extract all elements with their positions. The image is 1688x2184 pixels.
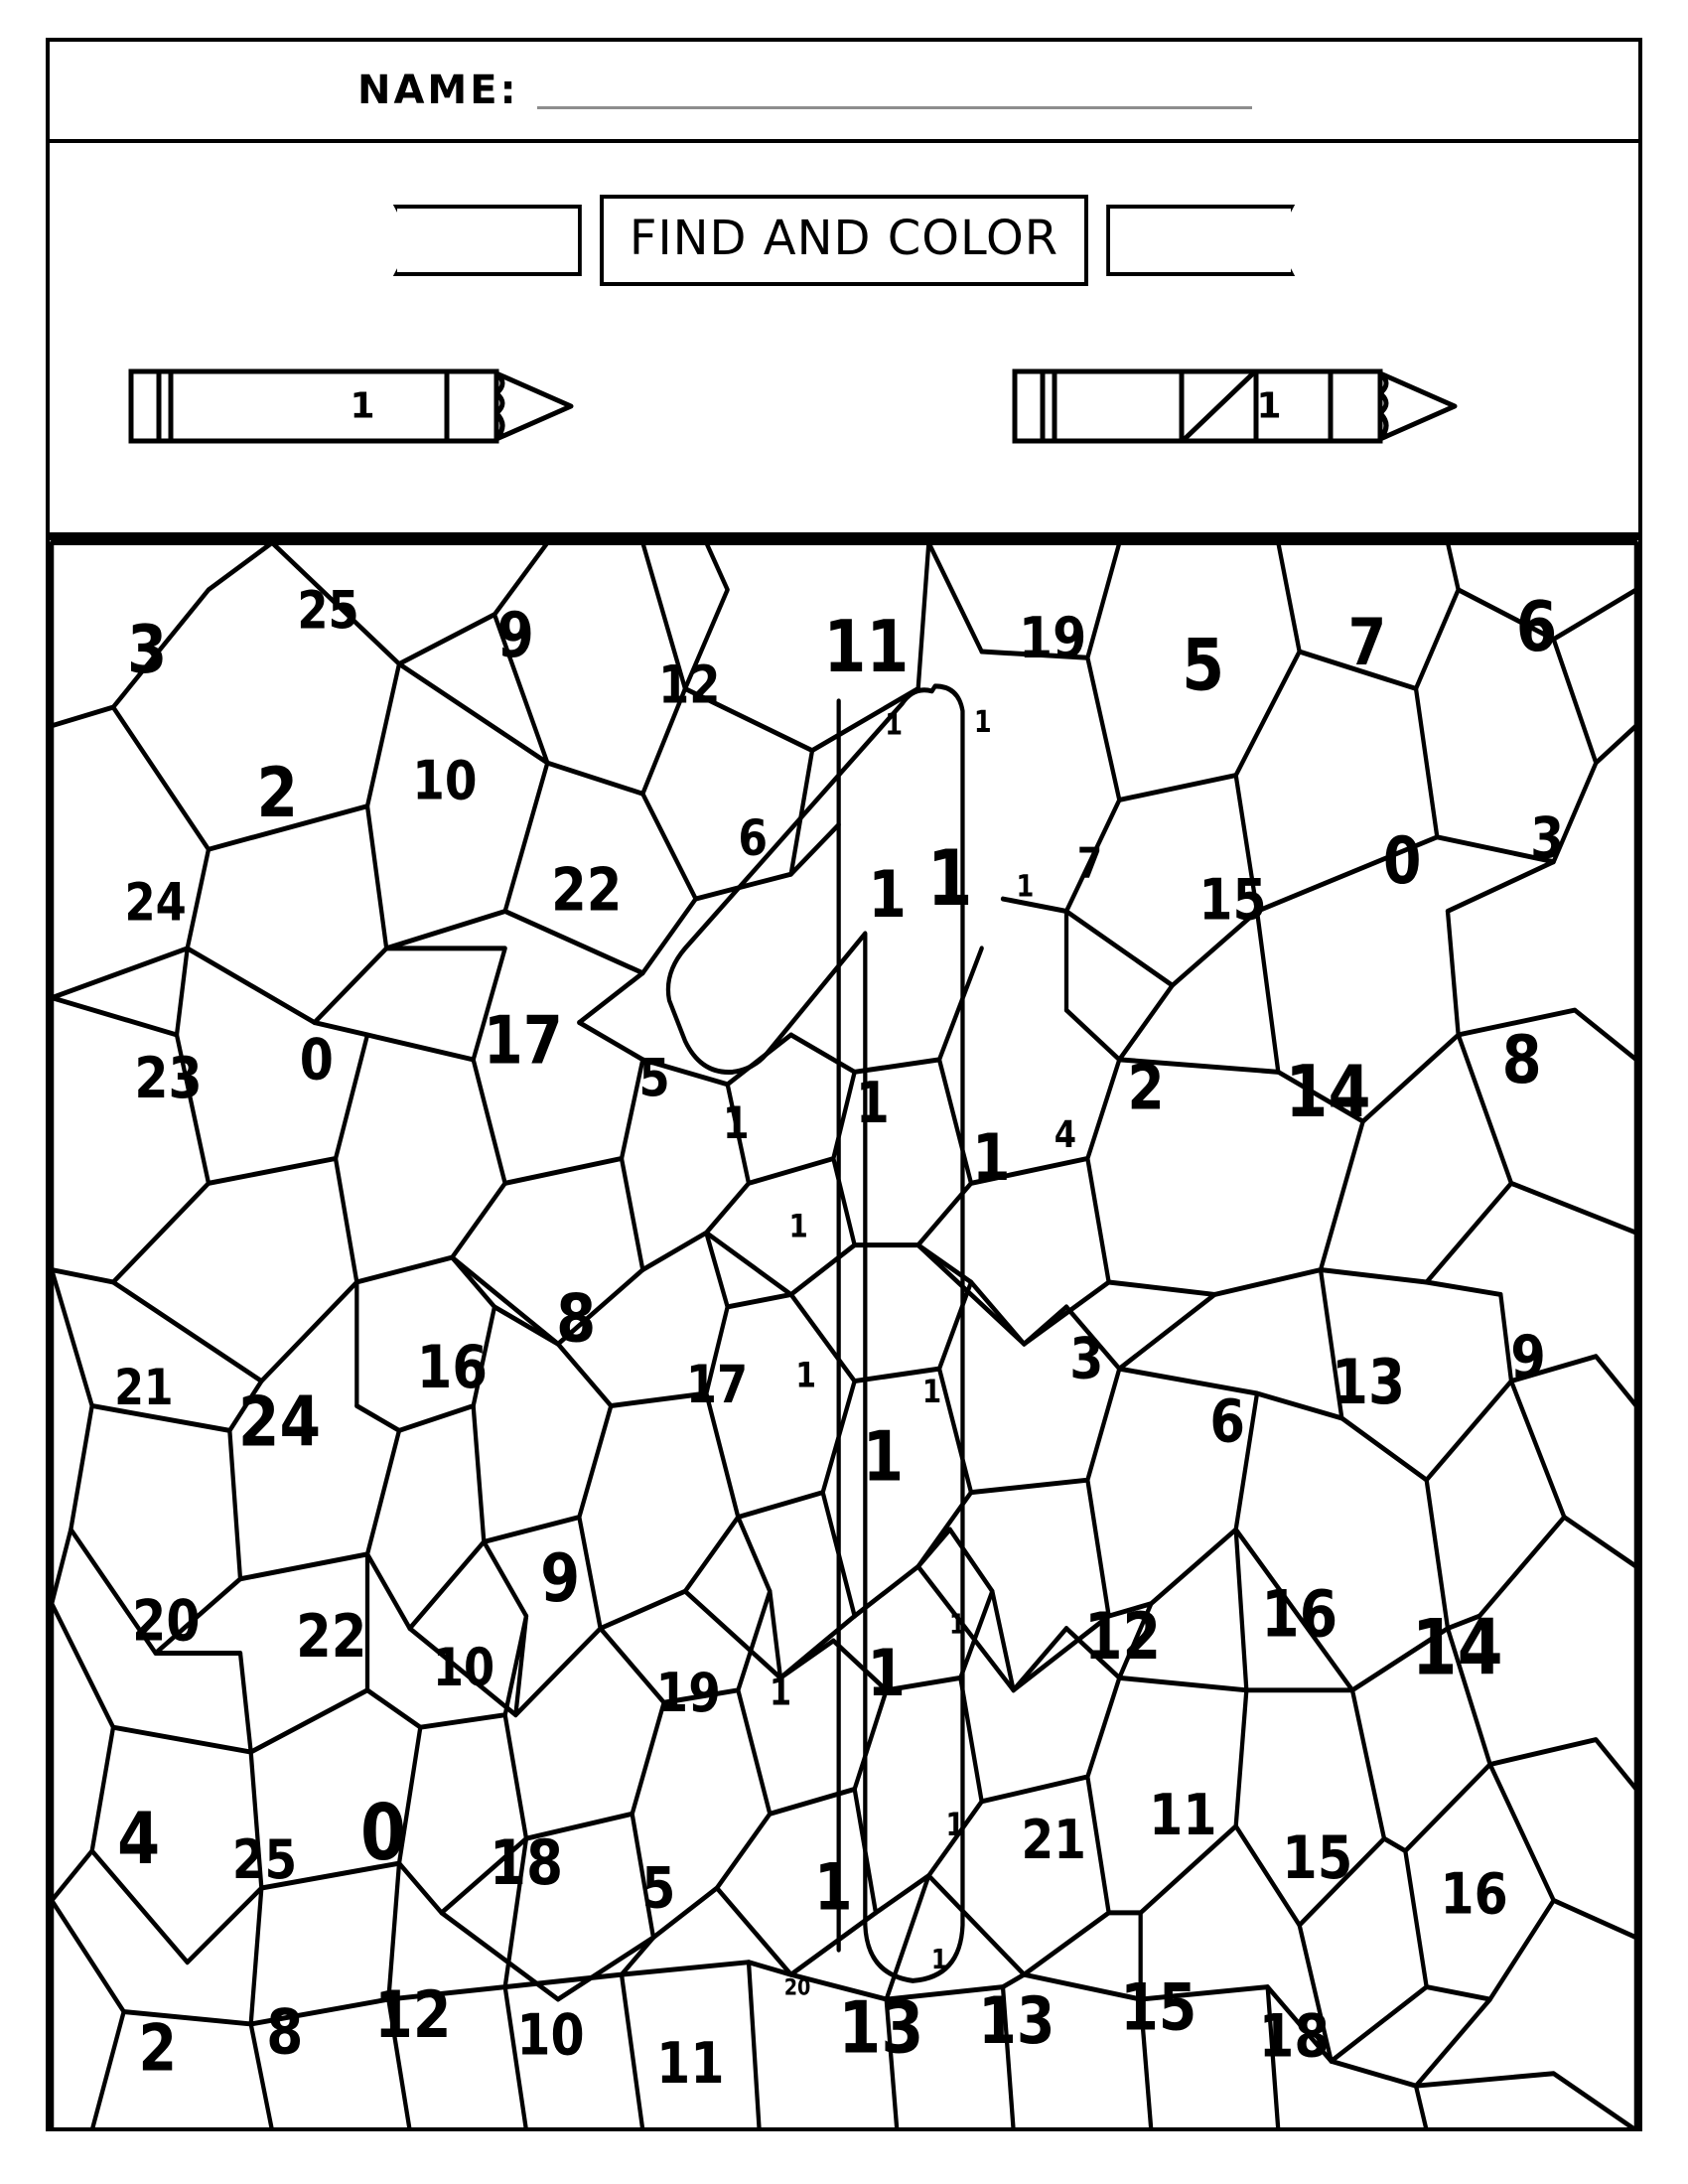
cell-number: 19 — [1018, 605, 1087, 671]
cell-number: 2 — [138, 2011, 178, 2087]
title-banner — [50, 195, 1638, 286]
cell-number: 7 — [1076, 839, 1103, 889]
cell-number: 4 — [117, 1797, 161, 1881]
cell-number: 5 — [1182, 624, 1225, 707]
cell-number: 16 — [416, 1333, 488, 1402]
cell-number: 25 — [231, 1828, 298, 1893]
cell-number: 8 — [266, 1995, 304, 2069]
name-write-line[interactable] — [537, 106, 1252, 109]
cell-number: 13 — [978, 1983, 1055, 2060]
cell-number: 1 — [867, 1637, 906, 1712]
cell-number: 15 — [1198, 867, 1267, 934]
cell-number: 5 — [641, 1854, 676, 1922]
cell-number: 20 — [783, 1973, 811, 2000]
cell-number: 10 — [432, 1638, 495, 1698]
cell-number: 14 — [1411, 1602, 1503, 1692]
cell-number: 1 — [885, 706, 904, 742]
ribbon-right-icon — [1106, 205, 1295, 276]
cell-number: 15 — [1282, 1823, 1353, 1894]
cell-number: 9 — [1510, 1323, 1546, 1392]
cell-number: 25 — [297, 581, 359, 642]
cell-number: 1 — [868, 857, 908, 933]
cell-number: 1 — [788, 1208, 808, 1245]
cell-number: 1 — [948, 1608, 966, 1642]
cell-number: 17 — [685, 1355, 749, 1415]
cell-number: 14 — [1285, 1050, 1371, 1134]
cell-number: 22 — [551, 855, 623, 926]
crayon-right-number: 1 — [1256, 385, 1282, 427]
cell-number: 5 — [638, 1049, 670, 1109]
cell-number: 2 — [256, 753, 299, 834]
cell-number: 3 — [1530, 804, 1565, 872]
cell-number: 2 — [1127, 1051, 1165, 1124]
cell-number: 12 — [1083, 1599, 1162, 1674]
cell-number: 6 — [738, 809, 769, 868]
cell-number: 24 — [237, 1383, 322, 1463]
cell-number: 1 — [945, 1806, 965, 1844]
cell-number: 7 — [1347, 605, 1387, 681]
cell-number: 0 — [299, 1026, 334, 1093]
cell-number: 11 — [1149, 1782, 1217, 1848]
cell-number: 9 — [540, 1538, 581, 1617]
worksheet-frame — [46, 38, 1642, 2131]
cell-number: 10 — [516, 2001, 585, 2069]
cell-number: 3 — [127, 610, 168, 689]
cell-number: 0 — [359, 1788, 407, 1878]
cell-number: 11 — [823, 605, 910, 689]
cell-number: 21 — [1021, 1809, 1086, 1873]
cell-number: 12 — [658, 655, 721, 716]
cell-number: 1 — [795, 1355, 816, 1396]
title-band — [50, 143, 1638, 536]
cell-number: 1 — [971, 1120, 1011, 1197]
cell-number: 18 — [489, 1826, 564, 1900]
cell-number: 11 — [656, 2030, 725, 2098]
cell-number: 6 — [1515, 587, 1558, 668]
cell-number: 1 — [722, 1096, 750, 1149]
pencil-icon — [1003, 352, 1470, 461]
cell-number: 1 — [930, 1944, 948, 1976]
cell-number: 4 — [1054, 1113, 1077, 1157]
cell-number: 0 — [1382, 824, 1422, 900]
cell-number: 23 — [134, 1045, 203, 1111]
cell-number: 1 — [855, 1070, 890, 1136]
cell-number: 1 — [926, 833, 973, 924]
color-by-number-puzzle[interactable] — [50, 536, 1638, 2131]
hidden-figure-outline — [668, 686, 966, 1980]
cell-number: 8 — [556, 1279, 597, 1358]
cell-number: 1 — [1016, 868, 1035, 904]
cell-number: 21 — [114, 1358, 174, 1416]
title-box — [600, 195, 1088, 286]
cell-number: 15 — [1120, 1970, 1197, 2046]
cell-number: 13 — [838, 1986, 924, 2070]
page-title: FIND AND COLOR — [629, 211, 1059, 266]
cell-number: 18 — [1258, 2001, 1330, 2072]
crayon-icon — [119, 352, 586, 461]
cell-number: 22 — [296, 1602, 367, 1673]
name-label: NAME: — [357, 68, 519, 113]
cell-number: 10 — [412, 749, 478, 813]
cell-number: 1 — [921, 1374, 942, 1411]
cell-number: 17 — [483, 1000, 563, 1080]
cell-number: 8 — [1501, 1020, 1542, 1099]
cell-number: 16 — [1440, 1861, 1508, 1928]
cell-number: 16 — [1261, 1577, 1338, 1653]
cell-number: 1 — [862, 1417, 905, 1498]
cell-number: 6 — [1209, 1386, 1245, 1457]
cell-number: 1 — [973, 703, 992, 740]
cell-number: 12 — [374, 1977, 452, 2053]
cell-number: 1 — [769, 1671, 792, 1714]
puzzle-mosaic[interactable] — [50, 540, 1638, 2131]
cell-number: 20 — [132, 1587, 201, 1655]
cell-number: 1 — [814, 1850, 853, 1926]
cell-number: 13 — [1331, 1345, 1406, 1418]
name-row — [50, 42, 1638, 143]
cell-number: 19 — [655, 1662, 721, 1726]
cell-number: 24 — [124, 873, 187, 934]
crayon-left-number: 1 — [350, 385, 375, 427]
cell-number: 3 — [1069, 1325, 1104, 1392]
ribbon-left-icon — [393, 205, 582, 276]
cell-number: 9 — [496, 598, 534, 671]
